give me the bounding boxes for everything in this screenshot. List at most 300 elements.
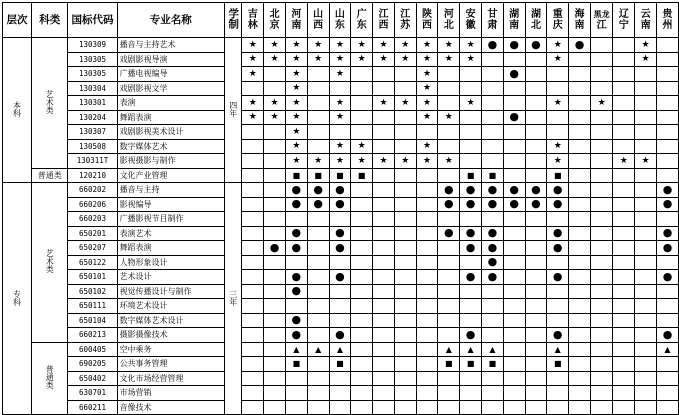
province-cell — [242, 81, 264, 96]
province-cell — [438, 386, 460, 401]
circle-mark-icon: ● — [335, 197, 345, 211]
province-cell — [394, 400, 416, 415]
province-cell — [635, 212, 657, 227]
province-cell — [460, 400, 482, 415]
province-cell — [635, 67, 657, 82]
province-cell — [394, 67, 416, 82]
province-cell — [482, 342, 504, 357]
province-cell — [242, 400, 264, 415]
province-cell — [394, 154, 416, 169]
province-cell — [307, 38, 329, 53]
province-cell — [569, 270, 591, 285]
major-code: 650201 — [68, 226, 117, 241]
province-cell — [547, 139, 569, 154]
header-province-line: 南 — [291, 20, 302, 31]
square-mark-icon: ■ — [445, 359, 453, 369]
province-cell — [613, 67, 635, 82]
star-mark-icon: ★ — [292, 54, 301, 65]
province-cell — [503, 270, 525, 285]
header-province-line: 东 — [356, 20, 367, 31]
header-province — [394, 3, 416, 38]
major-code: 130307 — [68, 125, 117, 140]
province-cell — [264, 183, 286, 198]
province-cell — [438, 139, 460, 154]
province-cell — [547, 357, 569, 372]
star-mark-icon: ★ — [270, 112, 279, 123]
province-cell — [503, 139, 525, 154]
province-cell — [285, 284, 307, 299]
province-cell — [373, 313, 395, 328]
province-cell — [351, 313, 373, 328]
province-cell — [590, 168, 613, 183]
table-row — [3, 67, 679, 82]
header-province — [656, 3, 678, 38]
star-mark-icon: ★ — [553, 54, 562, 65]
header-province-line: 宁 — [618, 20, 629, 31]
header-province-line: 黑龙 — [593, 10, 610, 19]
province-cell — [460, 67, 482, 82]
province-cell — [438, 299, 460, 314]
star-mark-icon: ★ — [335, 112, 344, 123]
province-cell — [373, 386, 395, 401]
circle-mark-icon: ● — [552, 240, 563, 254]
province-cell — [590, 270, 613, 285]
province-cell — [547, 255, 569, 270]
province-cell — [482, 139, 504, 154]
major-name: 舞蹈表演 — [117, 241, 224, 256]
star-mark-icon: ★ — [423, 68, 432, 79]
province-cell — [242, 96, 264, 111]
province-cell — [416, 400, 438, 415]
star-mark-icon: ★ — [466, 97, 475, 108]
province-cell — [525, 226, 547, 241]
square-mark-icon: ■ — [292, 170, 301, 180]
province-cell — [394, 139, 416, 154]
province-cell — [525, 197, 547, 212]
header-code: 国标代码 — [68, 3, 117, 38]
table-row — [3, 241, 679, 256]
header-province-line: 河 — [291, 9, 302, 20]
major-code: 660206 — [68, 197, 117, 212]
table-row — [3, 400, 679, 415]
province-cell — [242, 386, 264, 401]
province-cell — [569, 183, 591, 198]
province-cell — [307, 67, 329, 82]
star-mark-icon: ★ — [553, 141, 562, 152]
province-cell — [329, 241, 351, 256]
star-mark-icon: ★ — [335, 39, 344, 50]
province-cell — [264, 255, 286, 270]
province-cell — [590, 154, 613, 169]
province-cell — [547, 342, 569, 357]
header-province-line: 山 — [334, 9, 345, 20]
province-cell — [242, 226, 264, 241]
province-cell — [438, 197, 460, 212]
province-cell — [590, 299, 613, 314]
province-cell — [590, 212, 613, 227]
province-cell — [329, 299, 351, 314]
province-cell — [460, 270, 482, 285]
major-code: 650102 — [68, 284, 117, 299]
province-cell — [460, 212, 482, 227]
province-cell — [285, 125, 307, 140]
province-cell — [460, 241, 482, 256]
province-cell — [460, 81, 482, 96]
table-row — [3, 110, 679, 125]
header-province-line: 重 — [552, 9, 563, 20]
major-code: 650402 — [68, 371, 117, 386]
province-cell — [264, 241, 286, 256]
province-cell — [635, 197, 657, 212]
province-cell — [307, 342, 329, 357]
province-cell — [242, 168, 264, 183]
province-cell — [525, 125, 547, 140]
major-code: 130508 — [68, 139, 117, 154]
major-code: 130311T — [68, 154, 117, 169]
province-cell — [373, 197, 395, 212]
province-cell — [460, 154, 482, 169]
province-cell — [394, 313, 416, 328]
province-cell — [264, 139, 286, 154]
province-cell — [285, 168, 307, 183]
province-cell — [590, 110, 613, 125]
table-row — [3, 313, 679, 328]
major-code: 120210 — [68, 168, 117, 183]
province-cell — [503, 299, 525, 314]
header-province-line: 江 — [400, 9, 411, 20]
province-cell — [503, 96, 525, 111]
province-cell — [285, 270, 307, 285]
province-cell — [394, 342, 416, 357]
province-cell — [242, 357, 264, 372]
header-province — [351, 3, 373, 38]
province-cell — [285, 371, 307, 386]
province-cell — [635, 139, 657, 154]
province-cell — [635, 386, 657, 401]
major-name: 市场营销 — [117, 386, 224, 401]
province-cell — [307, 110, 329, 125]
province-cell — [482, 183, 504, 198]
province-cell — [547, 328, 569, 343]
province-cell — [569, 154, 591, 169]
province-cell — [307, 139, 329, 154]
circle-mark-icon: ● — [291, 269, 302, 283]
province-cell — [351, 125, 373, 140]
province-cell — [613, 313, 635, 328]
province-cell — [613, 357, 635, 372]
circle-mark-icon: ● — [465, 226, 476, 240]
province-cell — [242, 371, 264, 386]
province-cell — [416, 52, 438, 67]
header-province-line: 南 — [640, 20, 651, 31]
province-cell — [590, 197, 613, 212]
province-cell — [307, 183, 329, 198]
province-cell — [613, 168, 635, 183]
province-cell — [416, 197, 438, 212]
header-province — [264, 3, 286, 38]
province-cell — [416, 255, 438, 270]
province-cell — [307, 270, 329, 285]
province-cell — [285, 386, 307, 401]
province-cell — [525, 139, 547, 154]
province-cell — [590, 255, 613, 270]
province-cell — [569, 96, 591, 111]
province-cell — [503, 255, 525, 270]
header-province — [525, 3, 547, 38]
circle-mark-icon: ● — [487, 269, 498, 283]
circle-mark-icon: ● — [291, 182, 302, 196]
province-cell — [547, 81, 569, 96]
province-cell — [329, 212, 351, 227]
triangle-mark-icon: ▲ — [554, 344, 561, 354]
star-mark-icon: ★ — [270, 39, 279, 50]
province-cell — [416, 139, 438, 154]
province-cell — [416, 154, 438, 169]
province-cell — [482, 212, 504, 227]
province-cell — [416, 168, 438, 183]
province-cell — [460, 371, 482, 386]
table-row — [3, 139, 679, 154]
province-cell — [416, 212, 438, 227]
province-cell — [460, 38, 482, 53]
province-cell — [351, 328, 373, 343]
province-cell — [373, 328, 395, 343]
province-cell — [503, 226, 525, 241]
circle-mark-icon: ● — [269, 240, 280, 254]
province-cell — [394, 386, 416, 401]
province-cell — [373, 183, 395, 198]
province-cell — [547, 38, 569, 53]
province-cell — [373, 154, 395, 169]
province-cell — [373, 400, 395, 415]
province-cell — [460, 313, 482, 328]
province-cell — [351, 154, 373, 169]
province-cell — [329, 168, 351, 183]
province-cell — [351, 299, 373, 314]
province-cell — [285, 38, 307, 53]
header-province-line: 北 — [530, 20, 541, 31]
province-cell — [373, 284, 395, 299]
province-cell — [613, 197, 635, 212]
triangle-mark-icon: ▲ — [315, 344, 322, 354]
header-province-line: 山 — [313, 9, 324, 20]
province-cell — [613, 371, 635, 386]
province-cell — [242, 255, 264, 270]
province-cell — [503, 197, 525, 212]
province-cell — [460, 226, 482, 241]
province-cell — [525, 212, 547, 227]
table-row — [3, 183, 679, 198]
province-cell — [329, 81, 351, 96]
province-cell — [503, 52, 525, 67]
province-cell — [635, 284, 657, 299]
province-cell — [329, 386, 351, 401]
province-cell — [416, 67, 438, 82]
circle-mark-icon: ● — [335, 327, 345, 341]
major-code: 660202 — [68, 183, 117, 198]
star-mark-icon: ★ — [466, 54, 475, 65]
star-mark-icon: ★ — [444, 54, 453, 65]
province-cell — [285, 183, 307, 198]
province-cell — [394, 357, 416, 372]
circle-mark-icon: ● — [509, 66, 519, 80]
province-cell — [547, 96, 569, 111]
header-province-line: 京 — [269, 20, 280, 31]
table-row — [3, 255, 679, 270]
province-cell — [656, 197, 678, 212]
major-name: 数字媒体艺术 — [117, 139, 224, 154]
circle-mark-icon: ● — [465, 269, 476, 283]
province-cell — [329, 226, 351, 241]
province-cell — [285, 110, 307, 125]
province-cell — [394, 125, 416, 140]
province-cell — [438, 226, 460, 241]
province-cell — [482, 67, 504, 82]
header-province — [416, 3, 438, 38]
province-cell — [635, 270, 657, 285]
province-cell — [416, 284, 438, 299]
major-code: 650122 — [68, 255, 117, 270]
province-cell — [503, 400, 525, 415]
province-cell — [482, 168, 504, 183]
province-cell — [242, 270, 264, 285]
province-cell — [351, 371, 373, 386]
square-mark-icon: ■ — [488, 170, 497, 180]
province-cell — [503, 342, 525, 357]
province-cell — [460, 197, 482, 212]
province-cell — [482, 270, 504, 285]
header-province — [242, 3, 264, 38]
star-mark-icon: ★ — [335, 97, 344, 108]
province-cell — [329, 357, 351, 372]
province-cell — [264, 81, 286, 96]
header-province — [635, 3, 657, 38]
province-cell — [416, 226, 438, 241]
star-mark-icon: ★ — [466, 39, 475, 50]
province-cell — [394, 81, 416, 96]
enrollment-plan-table — [2, 2, 679, 415]
province-cell — [285, 328, 307, 343]
province-cell — [242, 197, 264, 212]
circle-mark-icon: ● — [531, 197, 541, 211]
major-name: 文化产业管理 — [117, 168, 224, 183]
province-cell — [307, 400, 329, 415]
province-cell — [656, 183, 678, 198]
province-cell — [569, 313, 591, 328]
header-province — [438, 3, 460, 38]
province-cell — [635, 400, 657, 415]
province-cell — [590, 38, 613, 53]
province-cell — [438, 52, 460, 67]
province-cell — [569, 255, 591, 270]
province-cell — [460, 125, 482, 140]
province-cell — [329, 342, 351, 357]
circle-mark-icon: ● — [335, 226, 345, 240]
star-mark-icon: ★ — [270, 97, 279, 108]
province-cell — [656, 386, 678, 401]
table-row — [3, 81, 679, 96]
category-cell: 艺术类 — [32, 38, 68, 169]
province-cell — [460, 299, 482, 314]
province-cell — [307, 197, 329, 212]
province-cell — [307, 226, 329, 241]
star-mark-icon: ★ — [248, 112, 257, 123]
major-code: 600405 — [68, 342, 117, 357]
major-name: 舞蹈表演 — [117, 110, 224, 125]
table-row — [3, 270, 679, 285]
star-mark-icon: ★ — [553, 39, 562, 50]
province-cell — [438, 183, 460, 198]
province-cell — [590, 313, 613, 328]
province-cell — [525, 313, 547, 328]
province-cell — [635, 110, 657, 125]
circle-mark-icon: ● — [465, 182, 476, 196]
circle-mark-icon: ● — [552, 226, 563, 240]
province-cell — [482, 125, 504, 140]
circle-mark-icon: ● — [662, 197, 673, 211]
province-cell — [264, 342, 286, 357]
province-cell — [460, 328, 482, 343]
major-name: 影视编导 — [117, 197, 224, 212]
province-cell — [351, 284, 373, 299]
province-cell — [373, 139, 395, 154]
province-cell — [351, 183, 373, 198]
province-cell — [264, 110, 286, 125]
circle-mark-icon: ● — [313, 182, 323, 196]
header-system: 学制 — [225, 3, 242, 38]
major-name: 空中乘务 — [117, 342, 224, 357]
province-cell — [590, 371, 613, 386]
header-province-line: 北 — [269, 9, 280, 20]
circle-mark-icon: ● — [487, 255, 498, 269]
province-cell — [351, 67, 373, 82]
province-cell — [264, 168, 286, 183]
province-cell — [329, 255, 351, 270]
province-cell — [460, 255, 482, 270]
province-cell — [547, 241, 569, 256]
province-cell — [285, 81, 307, 96]
province-cell — [351, 52, 373, 67]
square-mark-icon: ■ — [336, 170, 344, 180]
province-cell — [613, 299, 635, 314]
province-cell — [264, 357, 286, 372]
triangle-mark-icon: ▲ — [489, 344, 496, 354]
province-cell — [590, 67, 613, 82]
province-cell — [613, 255, 635, 270]
circle-mark-icon: ● — [465, 327, 476, 341]
major-name: 音像技术 — [117, 400, 224, 415]
major-name: 戏剧影视导演 — [117, 52, 224, 67]
circle-mark-icon: ● — [531, 37, 541, 51]
province-cell — [285, 342, 307, 357]
province-cell — [285, 212, 307, 227]
province-cell — [307, 313, 329, 328]
table-row — [3, 212, 679, 227]
province-cell — [590, 241, 613, 256]
province-cell — [307, 168, 329, 183]
province-cell — [307, 357, 329, 372]
province-cell — [460, 110, 482, 125]
circle-mark-icon: ● — [487, 240, 498, 254]
province-cell — [613, 212, 635, 227]
province-cell — [656, 125, 678, 140]
province-cell — [394, 168, 416, 183]
province-cell — [438, 110, 460, 125]
square-mark-icon: ■ — [336, 359, 344, 369]
province-cell — [635, 125, 657, 140]
province-cell — [373, 371, 395, 386]
province-cell — [264, 386, 286, 401]
